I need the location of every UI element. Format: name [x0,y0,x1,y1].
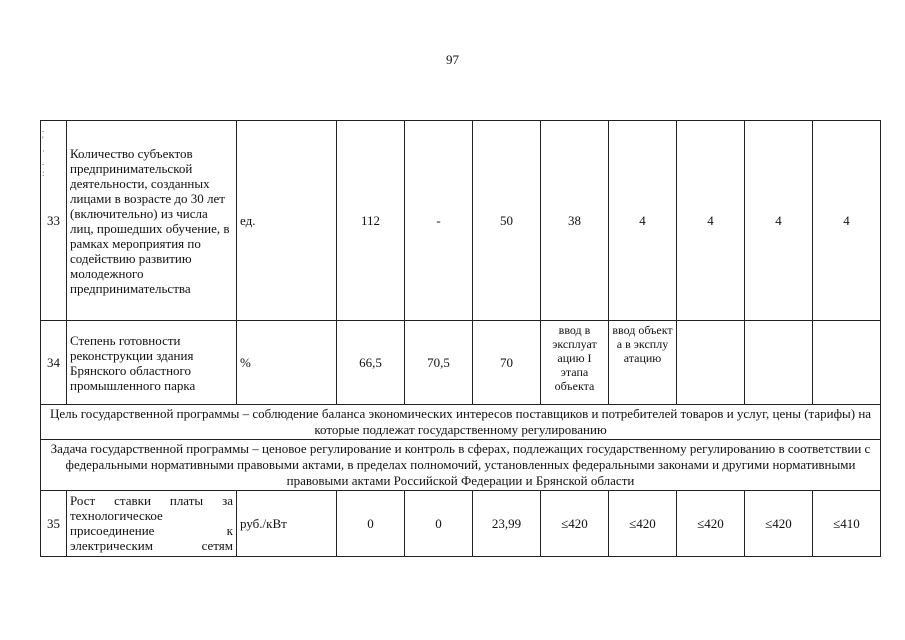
value-cell: 4 [813,121,881,321]
value-cell: 4 [609,121,677,321]
unit-cell: руб./кВт [237,491,337,557]
row-number: 35 [41,491,67,557]
value-cell: 23,99 [473,491,541,557]
unit-cell: % [237,321,337,405]
value-cell: 70 [473,321,541,405]
goal-row [41,405,881,440]
indicators-table [40,120,881,557]
value-cell: 38 [541,121,609,321]
value-cell: 70,5 [405,321,473,405]
margin-marks: . ' · . : [42,124,45,178]
value-cell [745,321,813,405]
indicator-name [67,491,237,557]
value-cell: ≤420 [541,491,609,557]
indicator-name: Степень готовности реконструкции здания Брянского областного промышленного парка [67,321,237,405]
unit-cell: ед. [237,121,337,321]
value-text: ввод объект а в эксплу атацию [612,322,673,365]
value-cell: ≤420 [677,491,745,557]
table-row [41,321,881,405]
value-cell: 66,5 [337,321,405,405]
value-cell: 0 [405,491,473,557]
value-cell: 112 [337,121,405,321]
value-cell [677,321,745,405]
value-cell: 50 [473,121,541,321]
program-task: Задача государственной программы – ценовое регулирование и контроль в сферах, подлежащих государственному регулированию в соответствии с федеральными нормативными правовыми актами, в пределах полномочий, установленных федеральными законами и другими нормативными правовыми актами Российской Федерации и Брянской области [41,440,881,491]
table-row [41,491,881,557]
task-row [41,440,881,491]
value-cell: 4 [677,121,745,321]
value-cell: - [405,121,473,321]
value-cell: ≤420 [609,491,677,557]
indicator-name: Количество субъектов предпринимательской деятельности, созданных лицами в возрасте до 30 лет (включительно) из числа лиц, прошедших обучение, в рамках мероприятия по содействию развитию молодежного предпринимательства [67,121,237,321]
value-cell [813,321,881,405]
page-number: 97 [446,52,459,67]
value-cell: ≤420 [745,491,813,557]
row-number: 34 [41,321,67,405]
table-row [41,121,881,321]
value-cell [541,321,609,405]
value-cell [609,321,677,405]
value-cell: 0 [337,491,405,557]
program-goal: Цель государственной программы – соблюдение баланса экономических интересов поставщиков и потребителей товаров и услуг, цены (тарифы) на которые подлежат государственному регулированию [41,405,881,440]
value-cell: ≤410 [813,491,881,557]
row-number: 33 [41,121,67,321]
value-cell: 4 [745,121,813,321]
indicator-name-text: Рост ставки платы за технологическое присоединение к электрическим сетям [70,492,233,553]
value-text: ввод в эксплуат ацию I этапа объекта [552,322,597,393]
